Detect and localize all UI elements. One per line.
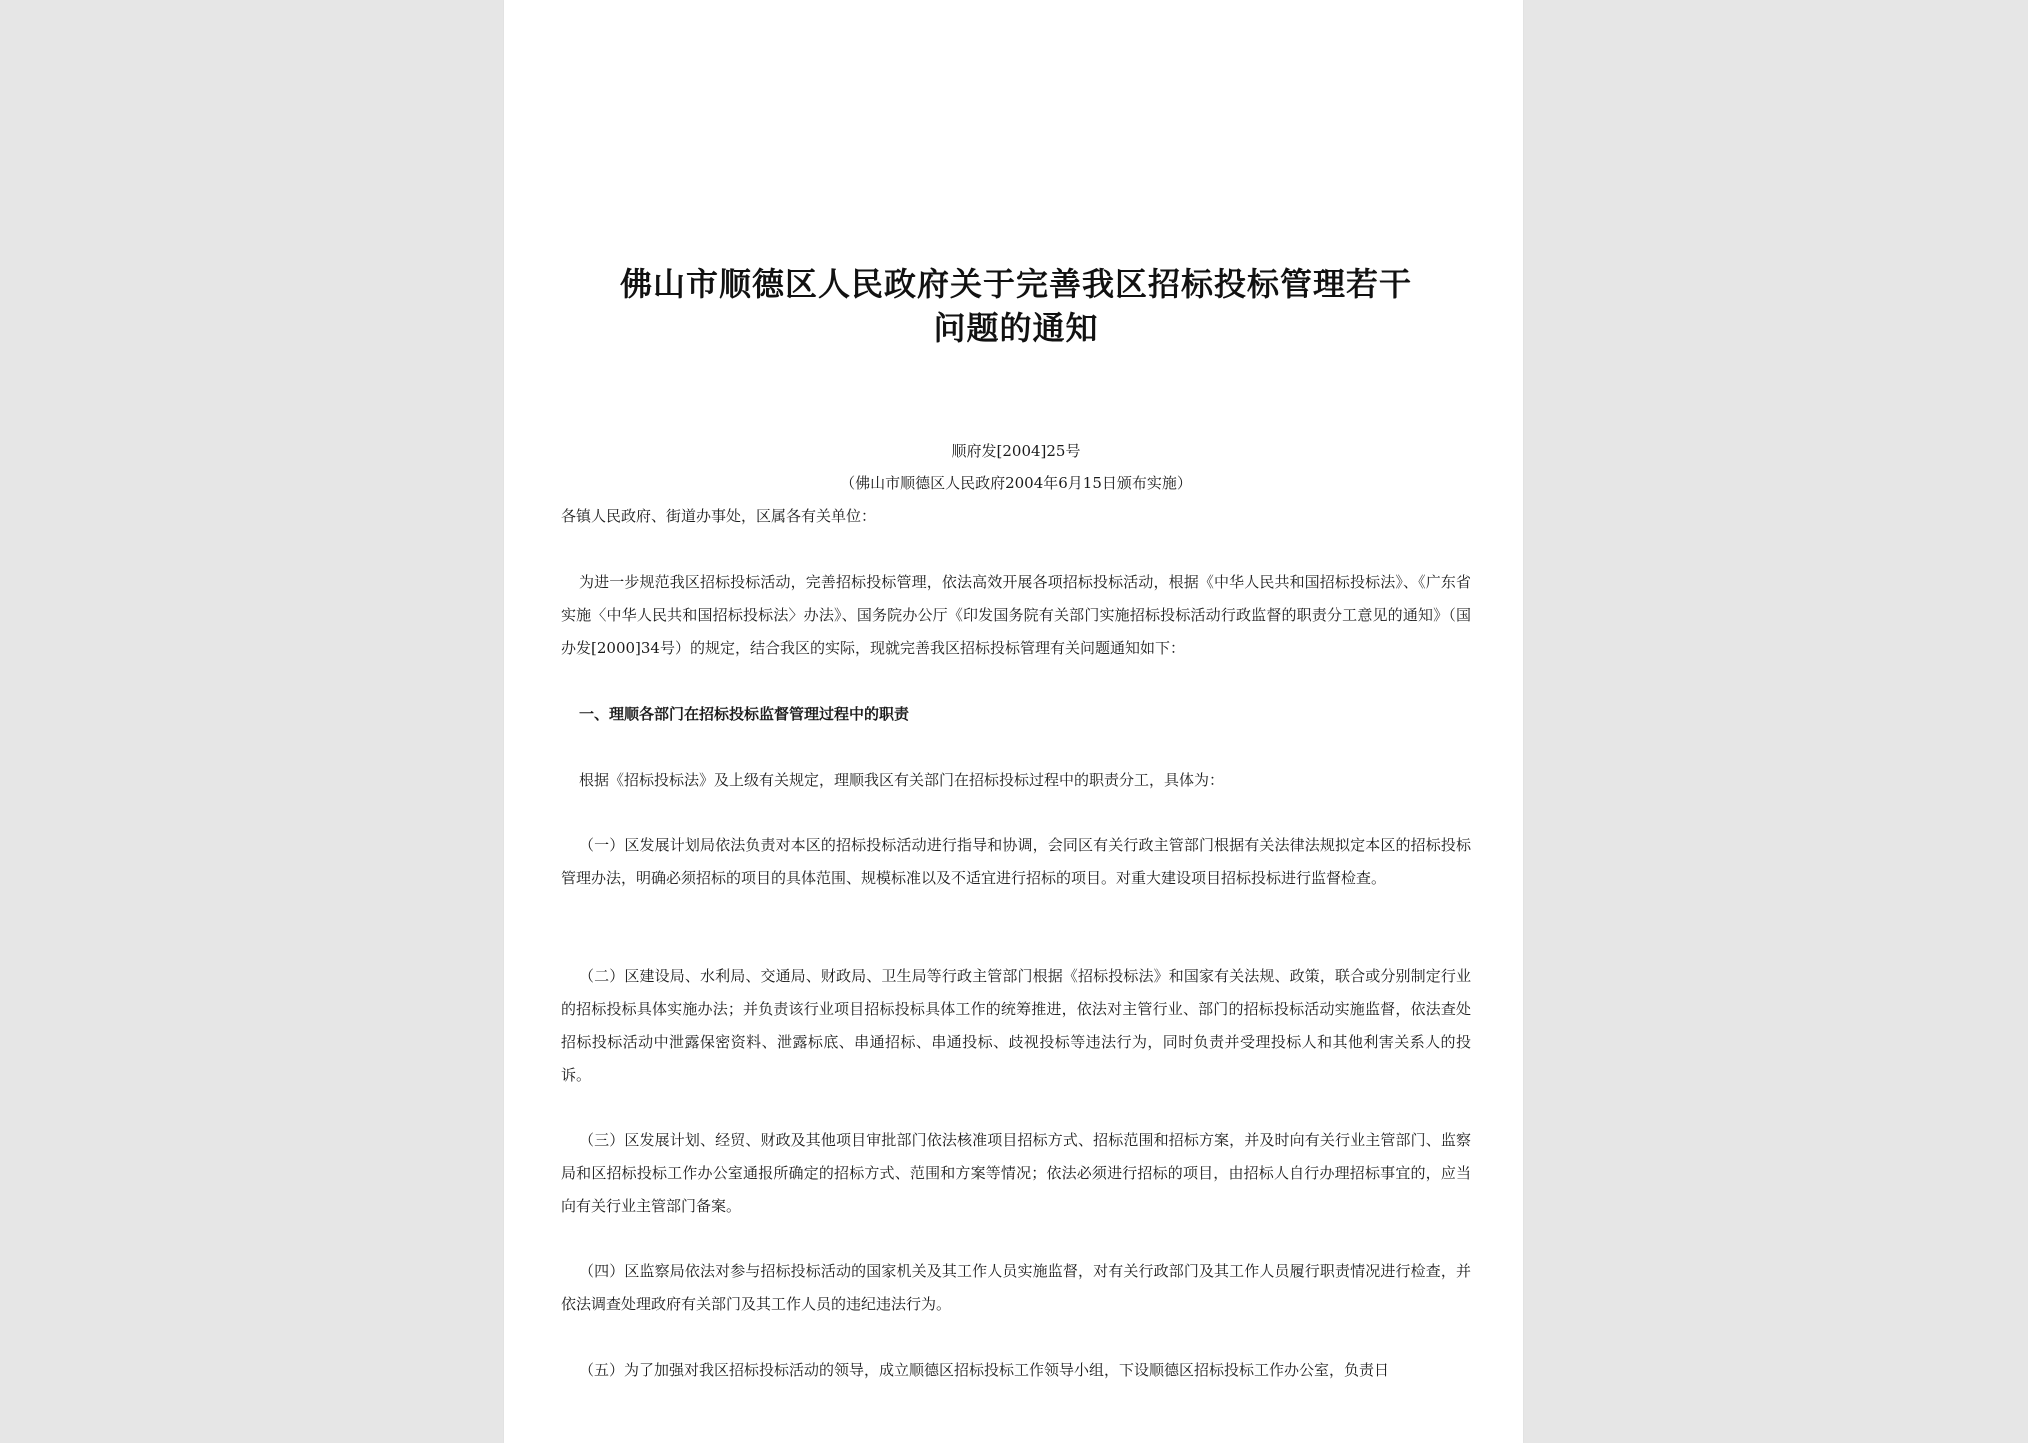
section-heading: 一、理顺各部门在招标投标监督管理过程中的职责 [579,705,910,723]
document-title [561,262,1471,350]
item-1-paragraph: （一）区发展计划局依法负责对本区的招标投标活动进行指导和协调，会同区有关行政主管部门根据有关法律法规拟定本区的招标投标管理办法，明确必须招标的项目的具体范围、规模标准以及不适宜进行招标的项目。对重大建设项目招标投标进行监督检查。 [561,836,1471,887]
item-2-paragraph: （二）区建设局、水利局、交通局、财政局、卫生局等行政主管部门根据《招标投标法》和国家有关法规、政策，联合或分别制定行业的招标投标具体实施办法；并负责该行业项目招标投标具体工作的统筹推进，依法对主管行业、部门的招标投标活动实施监督，依法查处招标投标活动中泄露保密资料、泄露标底、串通招标、串通投标、歧视投标等违法行为，同时负责并受理投标人和其他利害关系人的投诉。 [561,967,1471,1084]
document-page [504,0,1523,1443]
item-5-paragraph: （五）为了加强对我区招标投标活动的领导，成立顺德区招标投标工作领导小组，下设顺德区招标投标工作办公室，负责日 [579,1361,1390,1379]
addressee-line: 各镇人民政府、街道办事处，区属各有关单位： [561,507,877,525]
issued-note: （佛山市顺德区人民政府2004年6月15日颁布实施） [840,474,1192,492]
section-intro-paragraph: 根据《招标投标法》及上级有关规定，理顺我区有关部门在招标投标过程中的职责分工，具体为： [579,771,1225,789]
title-line-1: 佛山市顺德区人民政府关于完善我区招标投标管理若干 [619,265,1412,303]
intro-paragraph: 为进一步规范我区招标投标活动，完善招标投标管理，依法高效开展各项招标投标活动，根据《中华人民共和国招标投标法》、《广东省实施〈中华人民共和国招标投标法〉办法》、国务院办公厅《印发国务院有关部门实施招标投标活动行政监督的职责分工意见的通知》（国办发[2000]34号）的规定，结合我区的实际，现就完善我区招标投标管理有关问题通知如下： [561,573,1471,657]
document-number: 顺府发[2004]25号 [951,442,1081,460]
item-4-paragraph: （四）区监察局依法对参与招标投标活动的国家机关及其工作人员实施监督，对有关行政部门及其工作人员履行职责情况进行检查，并依法调查处理政府有关部门及其工作人员的违纪违法行为。 [561,1262,1471,1313]
title-line-2: 问题的通知 [933,309,1099,347]
item-3-paragraph: （三）区发展计划、经贸、财政及其他项目审批部门依法核准项目招标方式、招标范围和招标方案，并及时向有关行业主管部门、监察局和区招标投标工作办公室通报所确定的招标方式、范围和方案等情况；依法必须进行招标的项目，由招标人自行办理招标事宜的，应当向有关行业主管部门备案。 [561,1131,1471,1215]
